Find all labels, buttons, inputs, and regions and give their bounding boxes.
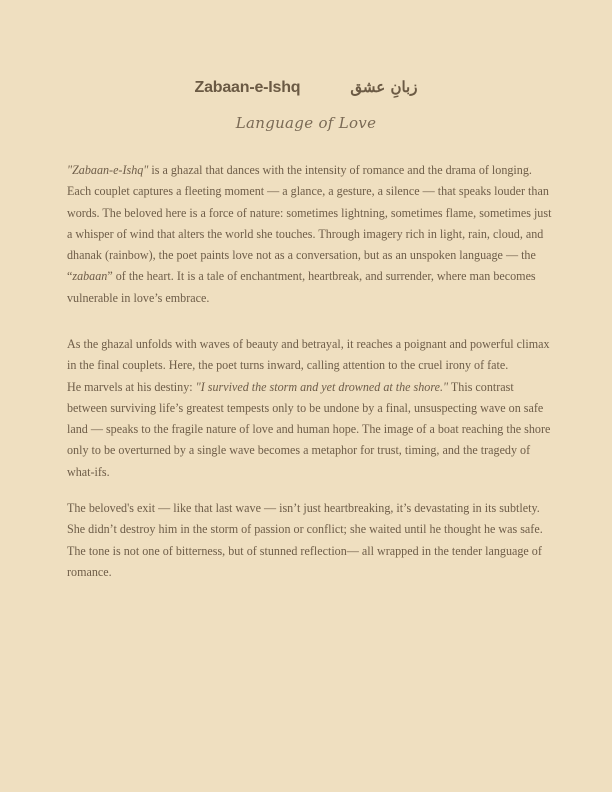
title-quote: "Zabaan-e-Ishq" — [67, 163, 149, 177]
paragraph-exit: The beloved's exit — like that last wave — isn’t just heartbreaking, it’s devastating in its subtlety. She didn’t destroy him in the storm of passion or conflict; she waited until he thought he was safe. The tone is not one of bitterness, but of stunned reflection— all wrapped in the tender language of romance. — [67, 501, 543, 579]
paragraph-climax-text-b: He marvels at his destiny: — [67, 379, 196, 394]
page-title: Zabaan-e-Ishq — [194, 79, 301, 96]
paragraph-climax-text-a: As the ghazal unfolds with waves of beauty and betrayal, it reaches a poignant and powerful climax in the final couplets. Here, the poet turns inward, calling attention to the cruel irony of fate. — [67, 337, 550, 373]
storm-quote: "I survived the storm and yet drowned at the shore." — [195, 379, 449, 394]
zabaan-word: zabaan — [72, 269, 108, 284]
page-subtitle: Language of Love — [235, 114, 377, 132]
paragraph-intro — [67, 160, 553, 309]
paragraph-climax-text-c: This contrast between surviving life’s greatest tempests only to be undone by a final, unsuspecting wave on safe land — speaks to the fragile nature of love and human hope. The image of a boat reaching the shore only to be overturned by a single wave becomes a metaphor for trust, timing, and the tragedy of what-ifs. — [67, 379, 551, 479]
paragraph-intro-text-b: ” of the heart. It is a tale of enchantment, heartbreak, and surrender, where man becomes vulnerable in love’s embrace. — [67, 269, 536, 305]
paragraph-climax — [67, 334, 553, 483]
page-title-urdu: زبانِ عشق — [350, 78, 418, 96]
title-row — [0, 78, 612, 97]
paragraph-intro-text-a: is a ghazal that dances with the intensity of romance and the drama of longing. Each couplet captures a fleeting moment — a glance, a gesture, a silence — that speaks louder than words. The beloved here is a force of nature: sometimes lightning, sometimes flame, sometimes just a whisper of wind that alters the world she touches. Through imagery rich in light, rain, cloud, and dhanak (rainbow), the poet paints love not as a conversation, but as an unspoken language — the “ — [67, 163, 552, 284]
